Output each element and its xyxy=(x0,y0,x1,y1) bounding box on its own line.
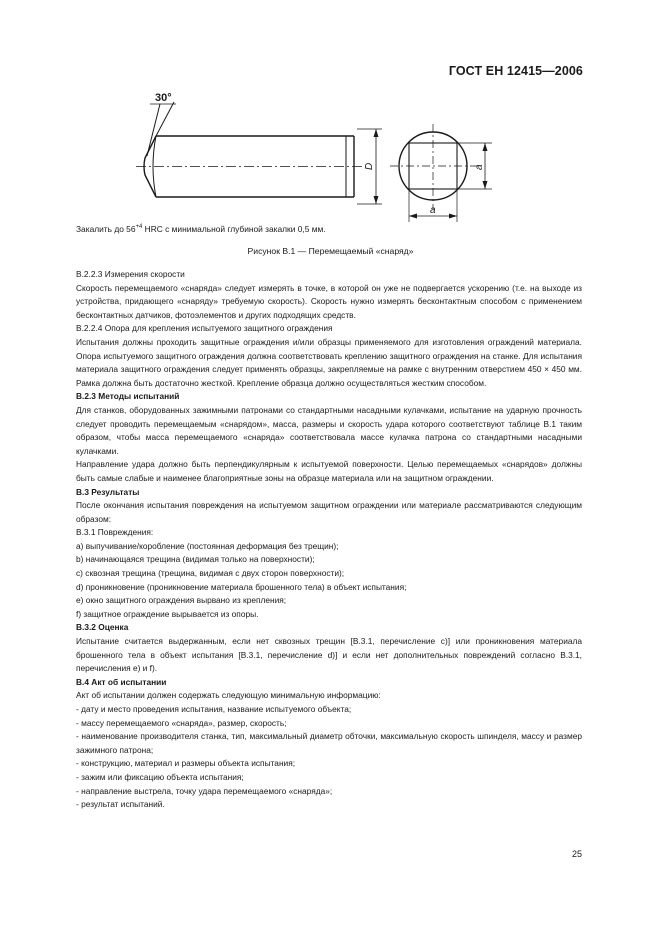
section-b224-title: В.2.2.4 Опора для крепления испытуемого защитного ограждения xyxy=(76,323,333,334)
section-b23-text-1: Для станков, оборудованных зажимными патронами со стандартными насадными кулачками, испытание на ударную прочность следует проводить перемещаемым «снарядом», масса, размеры и скорость удара которого соответствуют таблице В.1 таким образом, чтобы масса перемещаемого «снаряда» соответствовала массе кулачка патрона со стандартными насадными кулачками. xyxy=(76,404,582,456)
damage-item-d: d) проникновение (проникновение материала брошенного тела) в объект испытания; xyxy=(76,581,407,592)
page-header-doc-id: ГОСТ ЕН 12415—2006 xyxy=(448,64,583,78)
figure-projectile xyxy=(0,0,661,260)
section-b23-text-2: Направление удара должно быть перпендикулярным к испытуемой поверхности. Целью перемещаемых «снарядов» должны быть самые слабые и наименее благоприятные зоны на образце материала или на защитном ограждении. xyxy=(76,459,582,483)
dim-a-bottom-label: a xyxy=(430,205,436,216)
section-b32-text: Испытание считается выдержанным, если нет сквозных трещин [В.3.1, перечисление с)] или проникновения материала брошенного тела в объект испытания [В.3.1, перечисление d)] и если нет дополнительных повреждений согласно В.3.1, перечисления е) и f). xyxy=(76,636,582,674)
damage-item-a: a) выпучивание/коробление (постоянная деформация без трещин); xyxy=(76,540,339,551)
report-item-4: - конструкцию, материал и размеры объекта испытания; xyxy=(76,758,296,769)
section-b32-title: В.3.2 Оценка xyxy=(76,622,129,633)
section-b3-text: После окончания испытания повреждения на испытуемом защитном ограждении или материале рассматриваются следующим образом: xyxy=(76,500,582,524)
damage-item-c: c) сквозная трещина (трещина, видимая с двух сторон поверхности); xyxy=(76,568,345,579)
report-item-6: - направление выстрела, точку удара перемещаемого «снаряда»; xyxy=(76,785,333,796)
report-item-5: - зажим или фиксацию объекта испытания; xyxy=(76,771,244,782)
angle-label: 30° xyxy=(155,92,172,104)
projectile-drawing xyxy=(0,0,661,260)
section-b223-text: Скорость перемещаемого «снаряда» следует измерять в точке, в которой он уже не подвергается ускорению (т.е. на выходе из устройства, придающего «снаряду» требуемую скорость). Скорость нужно измерять бесконтактным способом с применением бесконтактных датчиков, фотоэлементов и других подходящих средств. xyxy=(76,282,582,320)
section-b224-text: Испытания должны проходить защитные ограждения и/или образцы применяемого для изготовления ограждений материала. Опора испытуемого защитного ограждения должна соответствовать креплению защитного ограждения на станке. Для испытания материала защитного ограждения следует применять образцы, закрепляемые на рамке с внутренним отверстием 450 × 450 мм. Рамка должна быть достаточно жесткой. Крепление образца должно осуществляться жестким способом. xyxy=(76,336,582,388)
damage-item-b: b) начинающаяся трещина (видимая только на поверхности); xyxy=(76,554,315,565)
page-number: 25 xyxy=(571,849,582,859)
section-b31-title: В.3.1 Повреждения: xyxy=(76,527,154,538)
section-b23-title: В.2.3 Методы испытаний xyxy=(76,391,180,402)
section-b4-text: Акт об испытании должен содержать следующую минимальную информацию: xyxy=(76,690,381,701)
section-b3-title: В.3 Результаты xyxy=(76,486,140,497)
dim-D-label: D xyxy=(364,162,375,170)
damage-item-f: f) защитное ограждение вырывается из опоры. xyxy=(76,608,259,619)
figure-caption: Рисунок В.1 — Перемещаемый «снаряд» xyxy=(247,246,414,256)
document-body xyxy=(76,268,582,812)
report-item-3: - наименование производителя станка, тип, максимальный диаметр обточки, максимальную скорость шпинделя, массу и размер зажимного патрона; xyxy=(76,731,582,755)
report-item-1: - дату и место проведения испытания, название испытуемого объекта; xyxy=(76,704,352,714)
section-b223-title: В.2.2.3 Измерения скорости xyxy=(76,269,185,279)
report-item-2: - массу перемещаемого «снаряда», размер, скорость; xyxy=(76,717,287,728)
dim-a-right-label: a xyxy=(474,164,485,170)
damage-item-e: e) окно защитного ограждения вырвано из крепления; xyxy=(76,595,287,606)
figure-note: Закалить до $56^{+4}$ HRC с минимальной глубиной закалки 0,5 мм. xyxy=(76,224,326,234)
report-item-7: - результат испытаний. xyxy=(76,799,165,810)
section-b4-title: В.4 Акт об испытании xyxy=(76,676,167,687)
